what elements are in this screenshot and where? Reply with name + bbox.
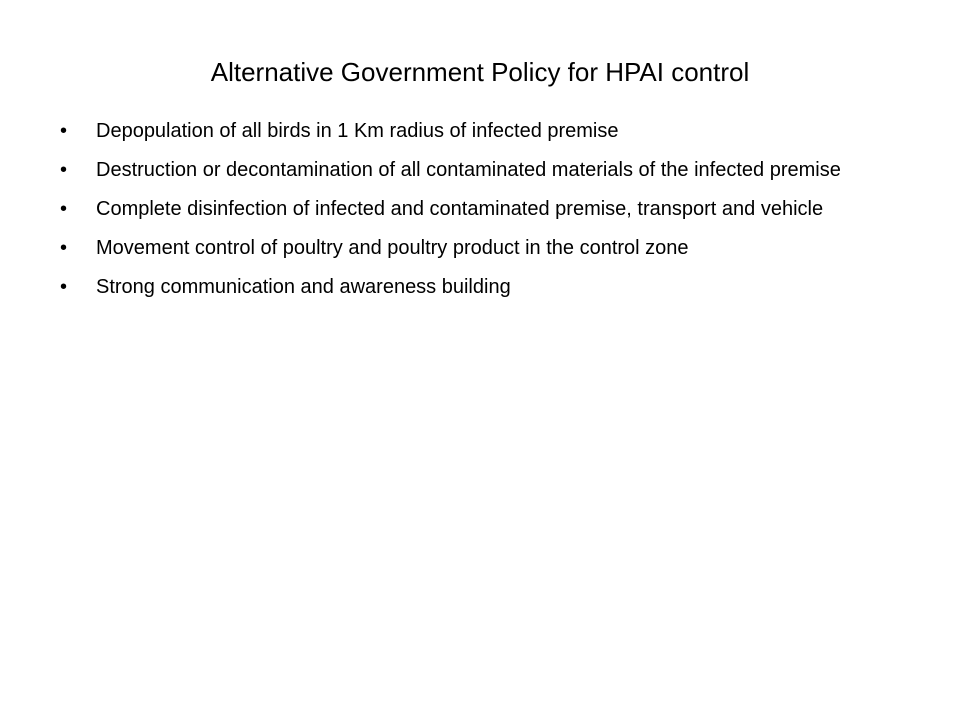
bullet-text: Destruction or decontamination of all contaminated materials of the infected premise (96, 159, 841, 181)
bullet-text: Complete disinfection of infected and contaminated premise, transport and vehicle (96, 198, 824, 220)
bullet-icon: • (60, 159, 68, 181)
bullet-icon: • (60, 276, 68, 298)
bullet-icon: • (60, 198, 68, 220)
list-item (60, 235, 900, 262)
bullet-text: Strong communication and awareness building (96, 276, 511, 298)
bullet-icon: • (60, 237, 68, 259)
list-item (60, 157, 900, 184)
list-item (60, 274, 900, 301)
list-item (60, 118, 900, 145)
bullet-text: Movement control of poultry and poultry product in the control zone (96, 237, 689, 259)
slide-title: Alternative Government Policy for HPAI control (210, 57, 750, 87)
list-item (60, 196, 900, 223)
bullet-text: Depopulation of all birds in 1 Km radius of infected premise (96, 120, 619, 142)
bullet-icon: • (60, 120, 68, 142)
bullet-list (60, 118, 900, 313)
